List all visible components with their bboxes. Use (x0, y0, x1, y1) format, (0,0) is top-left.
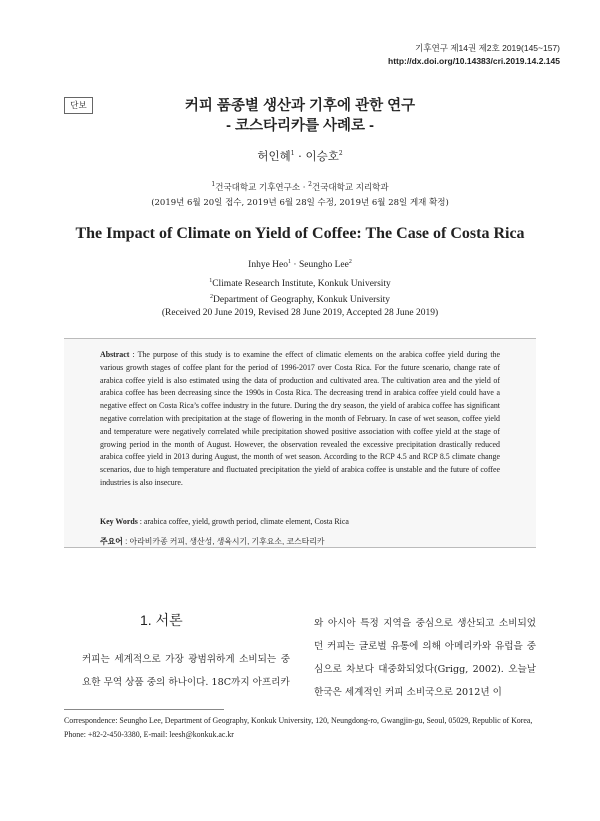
korean-title (0, 96, 600, 136)
body-column-right: 와 아시아 특정 지역을 중심으로 생산되고 소비되었던 커피는 글로벌 유통에 의해 아메리카와 유럽을 중심으로 차보다 대중화되었다(Grigg, 2002). 오늘날 한국은 세계적인 커피 소비국으로 2012년 이 (314, 618, 536, 698)
english-received-dates: (Received 20 June 2019, Revised 28 June 2019, Accepted 28 June 2019) (161, 308, 439, 319)
author-1-mark: 1 (290, 150, 295, 158)
journal-header (388, 42, 560, 68)
author-separator: · (294, 149, 306, 163)
korean-author-1: 허인혜 (257, 149, 291, 163)
article-type-badge: 단보 (64, 97, 93, 114)
english-affiliation-2-line (0, 291, 600, 307)
keywords (100, 517, 500, 526)
en-affil-1-mark: 1 (209, 278, 213, 284)
body-column-left: 커피는 세계적으로 가장 광범위하게 소비되는 중요한 무역 상품 중의 하나이다. 18C까지 아프리카 (82, 654, 290, 688)
korean-received-dates: (2019년 6월 20일 접수, 2019년 6월 28일 수정, 2019년 6월 28일 게재 확정) (151, 197, 449, 208)
korean-affiliation-2: 건국대학교 지리학과 (311, 182, 389, 193)
korean-title-line1: 커피 품종별 생산과 기후에 관한 연구 (184, 98, 416, 114)
keywords-text: : arabica coffee, yield, growth period, climate element, Costa Rica (137, 517, 349, 526)
en-author-1-mark: 1 (288, 259, 292, 265)
english-title: The Impact of Climate on Yield of Coffee: The Case of Costa Rica (75, 225, 525, 242)
journal-citation: 기후연구 제14권 제2호 2019(145~157) (415, 43, 560, 53)
abstract (100, 349, 500, 490)
english-affiliation-1-line (0, 275, 600, 291)
en-author-2-mark: 2 (348, 259, 352, 265)
affil-2-mark: 2 (308, 181, 312, 188)
korean-author-2: 이승호 (305, 149, 339, 163)
english-affiliation-1: Climate Research Institute, Konkuk University (212, 279, 391, 290)
korean-keywords-label: 주요어 (100, 537, 123, 546)
abstract-text: : The purpose of this study is to examine the effect of climatic elements on the arabica coffee yield during the various growth stages of coffee plant for the period of 1996-2017 over Costa Rica. For the future scenario, change rate of arabica coffee yield is also estimated using the data of production and cultivated area. The cultivation area and the yield of arabica coffee has been decreasing since the 1990s in Costa Rica. The decreasing trend in arabica coffee yield could have a negative effect on Costa Rica’s coffee industry in the future. During the dry season, the yield of arabica coffee has significant negative correlation with precipitation at the stage of flowering in the month of February. In case of wet season, coffee yield and temperature were negatively correlated while precipitation showed positive association with coffee yield at the stage of growing period in the month of August. However, the observation revealed the excessive precipitation drastically reduced arabica coffee yield in 2013 during August, the month of wet season. According to the RCP 4.5 and RCP 8.5 climate change scenarios, due to high temperature and fluctuated precipitation the yield of arabica coffee is unstable and the future of coffee industries is also insecure. (100, 350, 500, 487)
author-2-mark: 2 (338, 150, 343, 158)
abstract-label: Abstract (100, 350, 130, 359)
english-author-1: Inhye Heo (248, 260, 289, 271)
korean-affiliation-line (0, 177, 600, 196)
en-author-separator: · (291, 260, 299, 271)
korean-affiliation-1: 건국대학교 기후연구소 · (215, 182, 309, 193)
affil-1-mark: 1 (211, 181, 216, 188)
korean-title-line2: - 코스타리카를 사례로 - (226, 118, 374, 134)
korean-keywords (100, 536, 500, 547)
keywords-label: Key Words (100, 517, 138, 526)
doi-link[interactable]: http://dx.doi.org/10.14383/cri.2019.14.2.145 (388, 56, 560, 66)
english-affiliations (0, 275, 600, 320)
korean-affiliations (0, 177, 600, 211)
english-authors (0, 259, 600, 270)
section-heading: 1. 서론 (140, 612, 183, 628)
en-affil-2-mark: 2 (210, 294, 214, 301)
english-affiliation-2: Department of Geography, Konkuk University (213, 295, 390, 306)
footnote-divider (64, 709, 224, 710)
correspondence-footnote: Correspondence: Seungho Lee, Department of Geography, Konkuk University, 120, Neungdong-ro, Gwangjin-gu, Seoul, 05029, Republic of Korea, Phone: +82-2-450-3380, E-mail: leesh@konkuk.ac.kr (64, 716, 533, 739)
korean-authors (0, 148, 600, 164)
korean-keywords-text: : 아라비카종 커피, 생산성, 생육시기, 기후요소, 코스타리카 (122, 537, 325, 546)
english-author-2: Seungho Lee (298, 260, 349, 271)
